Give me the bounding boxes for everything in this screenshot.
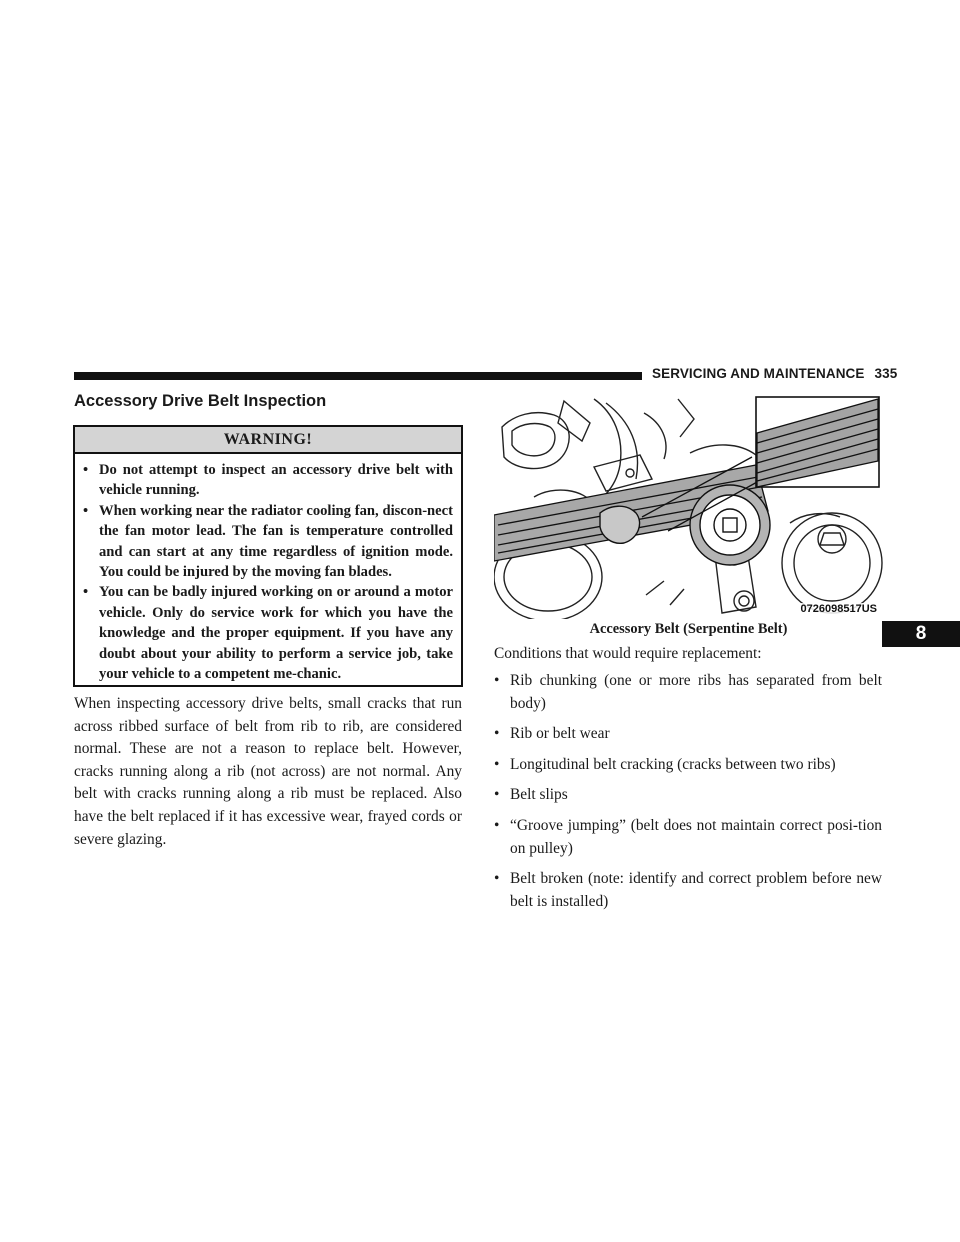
belt-illustration [494, 393, 883, 619]
bullet-icon: • [494, 672, 500, 689]
condition-text: Belt slips [510, 786, 568, 804]
warning-list [75, 454, 461, 684]
running-header [652, 366, 898, 386]
warning-item [83, 501, 453, 583]
list-item [494, 868, 882, 913]
warning-item [83, 460, 453, 501]
list-item [494, 723, 882, 746]
bullet-icon: • [83, 502, 89, 519]
bullet-icon: • [494, 816, 500, 834]
list-item [494, 754, 882, 777]
figure-caption: Accessory Belt (Serpentine Belt) [589, 621, 788, 637]
warning-item-text: You can be badly injured working on or around a motor vehicle. Only do service work for which you have the knowledge and the proper equipment. If you have any doubt about your ability to perform a service job, take your vehicle to a competent me-chanic. [99, 584, 453, 683]
figure-id: 0726098517US [800, 603, 877, 615]
page-number: 335 [874, 366, 898, 381]
condition-text: Longitudinal belt cracking (cracks between two ribs) [510, 755, 836, 773]
chapter-tab: 8 [882, 621, 960, 647]
condition-text: Rib chunking (one or more ribs has separated from belt body) [510, 672, 882, 712]
condition-text: Rib or belt wear [510, 725, 610, 743]
condition-text: “Groove jumping” (belt does not maintain correct posi-tion on pulley) [510, 816, 882, 857]
bullet-icon: • [494, 786, 500, 804]
bullet-icon: • [494, 755, 500, 773]
body-paragraph: When inspecting accessory drive belts, small cracks that run across ribbed surface of belt from rib to rib, are considered normal. These are not a reason to replace belt. However, cracks running along a rib (not across) are not normal. Any belt with cracks running along a rib must be replaced. Also have the belt replaced if it has excessive wear, frayed cords or severe glazing. [74, 695, 462, 848]
header-section-title: SERVICING AND MAINTENANCE [652, 366, 865, 381]
bullet-icon: • [83, 462, 89, 478]
list-item [494, 670, 882, 715]
conditions-list [494, 670, 882, 921]
bullet-icon: • [494, 725, 500, 743]
warning-title: WARNING! [75, 427, 461, 454]
list-item [494, 784, 882, 807]
warning-item [83, 582, 453, 684]
condition-text: Belt broken (note: identify and correct problem before new belt is installed) [510, 870, 882, 910]
header-rule [74, 372, 642, 380]
list-item [494, 815, 882, 860]
bullet-icon: • [494, 870, 500, 888]
warning-item-text: When working near the radiator cooling fan, discon-nect the fan motor lead. The fan is temperature controlled and can start at any time regardless of ignition mode. You could be injured by the moving fan blades. [99, 502, 453, 581]
engine-belt-drawing [494, 393, 883, 619]
bullet-icon: • [83, 584, 89, 601]
section-heading: Accessory Drive Belt Inspection [74, 392, 327, 410]
warning-box [73, 425, 463, 687]
conditions-intro: Conditions that would require replacement: [494, 645, 762, 662]
warning-item-text: Do not attempt to inspect an accessory drive belt with vehicle running. [99, 462, 453, 499]
